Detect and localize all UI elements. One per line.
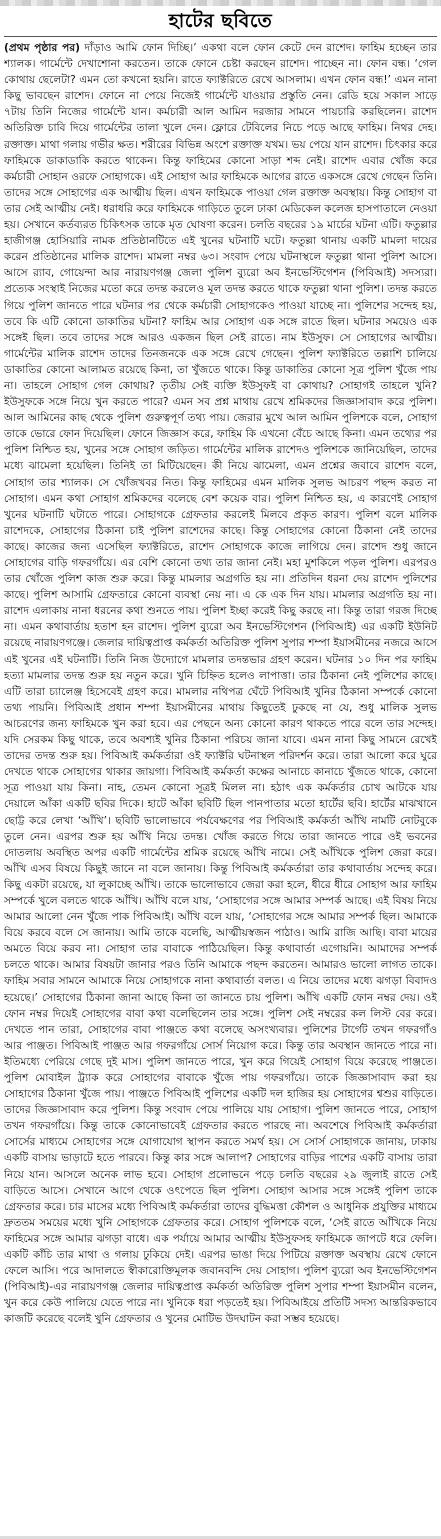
headline-divider (4, 36, 437, 37)
article-body-column (4, 40, 437, 1535)
article-headline: হাটের ছবিতে (168, 10, 273, 32)
article-paragraph (4, 40, 437, 1328)
continued-from-front-page-label: (প্রথম পৃষ্ঠার পর) (4, 42, 80, 54)
article-body-text: দাঁড়াও আমি ফোন দিচ্ছি।’ একথা বলে ফোন কেটে দেন রাশেদ। ফাহিম হচ্ছেন তার শ্যালক। গার্মেন্টে দেখাশোনা করতেন। তাকে ফোনে চেষ্টা করছেন রাশেদ। পাচ্ছেন না। ফোন বন্ধ। ‘গেল কোথায় ছেলেটা? এমন তো কখনো হয়নি। রাতে ফ্যাক্টরিতে রেখে আসলাম। এখন ফোন বন্ধ!’ এমন নানা কিছু ভাবছেন রাশেদ। ফোনে না পেয়ে নিজেই গার্মেন্টে যাওয়ার প্রস্তুতি নেন। রেডি হয়ে সকাল সাড়ে ৭টায় তিনি নিজের গার্মেন্টে যান। কর্মচারী আল আমিন দরজার সামনে পায়চারি করছিলেন। রাশেদ অতিরিক্ত চাবি দিয়ে গার্মেন্টের তালা খুলে দেন। ফ্লোরে টেবিলের নিচে পড়ে আছে ফাহিম। নিথর দেহ। রক্তাক্ত। মাথা গলায় গভীর ক্ষত। শরীরের বিভিন্ন অংশে রক্তাক্ত যখম। ভয় পেয়ে যান রাশেদ। চিৎকার করে ফাহিমকে ডাকাডাকি করতে থাকেন। কিন্তু ফাহিমের কোনো সাড়া শব্দ নেই। রাশেদ এবার খোঁজ করে কর্মচারী সোহান ওরফে সোহাগকে। এই সোহাগ আর ফাহিমকে আগের রাতে একসঙ্গে রেখে গেছেন তিনি। তাদের সঙ্গে সোহাগের এক আত্মীয় ছিল। এখন ফাহিমকে পাওয়া গেল রক্তাক্ত অবস্থায়। কিন্তু সোহাগ বা তার সেই আত্মীয় নেই। ধরাধরি করে ফাহিমকে গাড়িতে তুলে ঢাকা মেডিকেল কলেজ হাসপাতালে নেওয়া হয়। সেখানে কর্তব্যরত চিকিৎসক তাকে মৃত ঘোষণা করেন। চলতি বছরের ১৯ মার্চের ঘটনা এটি। ফতুল্লার হাজীগঞ্জ হোসিয়ারি নামক প্রতিষ্ঠানটিতে এই খুনের ঘটনাটি ঘটে। ফতুল্লা থানায় একটি মামলা দায়ের করেন প্রতিষ্ঠানের মালিক রাশেদ। মামলা নম্বর ৬৩। সংবাদ পেয়ে ঘটনাস্থলে ফতুল্লা থানা পুলিশ আসে। আসে র‌্যাব, গোয়েন্দা আর নারায়ণগঞ্জ জেলা পুলিশ ব্যুরো অব ইনভেস্টিগেশন (পিবিআই) সদস্যরা। প্রত্যেক সংস্থাই নিজের মতো করে তদন্ত করলেও মূল তদন্ত করতে থাকে ফতুল্লা থানা পুলিশ। তদন্ত করতে গিয়ে পুলিশ জানতে পারে ঘটনার পর থেকে কর্মচারী সোহাগকেও পাওয়া যাচ্ছে না। পুলিশের সন্দেহ হয়, তবে কি এটি কোনো ডাকাতির ঘটনা? ফাহিম আর সোহাগ এক সঙ্গে রাতে ছিল। ঘটনার সময়েও এক সঙ্গেই ছিল। তবে তাদের সঙ্গে আরও একজন ছিল সেই রাতে। নাম ইউসুফ। সে সোহাগের আত্মীয়। গার্মেন্টের মালিক রাশেদ তাদের তিনজনকে এক সঙ্গে রেখে গেছেন। পুলিশ ফ্যাক্টরিতে তল্লাশি চালিয়ে ডাকাতির কোনো আলামত রয়েছে কিনা, তা খুঁজতে থাকে। কিন্তু ডাকাতির কোনো সূত্র পুলিশ খুঁজে পায় না। তাহলে সোহাগ গেল কোথায়? তৃতীয় সেই ব্যক্তি ইউসুফই বা কোথায়? সোহাগই তাহলে খুনি? ইউসুফকে সঙ্গে নিয়ে খুন করতে পারে? এমন সব প্রশ্ন মাথায় রেখে শ্রমিকদের জিজ্ঞাসাবাদ করে পুলিশ। আল আমিনের কাছ থেকে পুলিশ গুরুত্বপূর্ণ তথ্য পায়। জেরার মুখে আল আমিন পুলিশকে বলে, সোহাগ তাকে ভোরে ফোন দিয়েছিল। ফোনে জিজ্ঞাস করে, ফাহিম কি এখনো বেঁচে আছে কিনা। এমন তথ্যের পর পুলিশ নিশ্চিত হয়, খুনের সঙ্গে সোহাগ জড়িত। গার্মেন্টের মালিক রাশেদও পুলিশকে জানিয়েছিল, তাদের মধ্যে ঝামেলা হয়েছিল। তিনিই তা মিটিয়েছেন। কী নিয়ে ঝামেলা, এমন প্রশ্নের জবাবে রাশেদ বলে, সোহাগ তার শ্যালক। সে খোঁজখবর নিত। কিন্তু ফাহিমের এমন মালিক সুলভ আচরণ পছন্দ করত না সোহাগ। এমন কথা সোহাগ শ্রমিকদের বলেছে বেশ কয়েক বার। পুলিশ নিশ্চিত হয়, এ কারণেই সোহাগ খুনের ঘটনাটি ঘটাতে পারে। সোহাগকে গ্রেফতার করলেই মিলবে প্রকৃত কারণ। পুলিশ বলে মালিক রাশেদকে, সোহাগের ঠিকানা চাই পুলিশ রাশেদের কাছে। কিন্তু সোহাগের কোনো ঠিকানা নেই তাদের কাছে। কাজের জন্য এসেছিল ফ্যাক্টরিতে, রাশেদ সোহাগকে কাজে লাগিয়ে দেন। রাশেদ শুধু জানে সোহাগের বাড়ি গফরগাঁয়ে। এর বেশি কোনো তথ্য তার জানা নেই। মহা মুশকিলে পড়ল পুলিশ। এরপরও তার খোঁজে পুলিশ কাজ শুরু করে। কিন্তু মামলার অগ্রগতি হয় না। প্রতিদিন ধরনা দেয় রাশেদ পুলিশের কাছে। পুলিশ আসামি গ্রেফতারে কোনো ব্যবস্থা নেয় না। এ কে এক দিন যায়। মামলার অগ্রগতি হয় না। রাশেদ এলাকায় নানা ধরনের কথা শুনতে পায়। পুলিশ ইচ্ছা করেই কিছু করছে না। কিন্তু তারা গরজ দিচ্ছে না। এমন কথাবার্তায় হতাশ হন রাশেদ। পুলিশ ব্যুরো অব ইনভেস্টিগেশন (পিবিআই) এর একটি ইউনিট রয়েছে নারায়ণগঞ্জে। জেলার দায়িত্বপ্রাপ্ত কর্মকর্তা অতিরিক্ত পুলিশ সুপার শম্পা ইয়াসমীনের নজরে আসে এই খুনের এই ঘটনাটি। তিনি নিজ উদ্যোগে মামলার তদন্তভার গ্রহণ করেন। ঘটনার ১০ দিন পর ফাহিম হত্যা মামলার তদন্ত শুরু হয় নতুন করে। খুনি চিহ্নিত হলেও লাপাত্তা। তার ঠিকানা নেই পুলিশের কাছে। এটি তারা চ্যালেঞ্জ হিসেবেই গ্রহণ করে। মামলার নথিপত্র ঘেঁটে পিবিআই খুনির ঠিকানা সম্পর্কে কোনো তথ্য পায়নি। পিবিআই প্রধান শম্পা ইয়াসমীনের মাথায় কিছুতেই ঢুকছে না যে, শুধু মালিক সুলভ আচরণের জন্য ফাহিমকে খুন করা হবে। এর পেছনে অন্য কোনো কারণ থাকতে পারে বলে তার সন্দেহ। যদি সেরকম কিছু থাকে, তবে অবশ্যই খুনির ঠিকানা পরিচয় জানা যাবে। এমন নানা কিছু সামনে রেখেই তাদের তদন্ত শুরু হয়। পিবিআই কর্মকর্তারা ওই ফ্যাক্টরি ঘটনাস্থল পরিদর্শন করে। তারা আলো করে ঘুরে দেখতে থাকে সোহাগের থাকার জায়গা। পিবিআই কর্মকর্তা কক্ষের আনাচে কানাচে খুঁজতে থাকে, কোনো সূত্র পাওয়া যায় কিনা। নাহ, তেমন কোনো সূত্রই মিলল না। হঠাৎ এক কর্মকর্তার চোখ আটকে যায় দেয়ালে আঁকা একটি ছবির দিকে। হাটে আঁকা ছবিটি ছিল পানপাতার মতো হার্টের ছবি। হার্টের মাঝখানে ছোট্ট করে লেখা ‘আঁখি’। ছবিটি ভালোভাবে পর্যবেক্ষণের পর পিবিআই কর্মকর্তা আঁখি নামটি নোটবুকে তুলে নেন। এরপর শুরু হয় আঁখি নিয়ে তদন্ত। খোঁজ করতে গিয়ে তারা জানতে পারে ওই ভবনের দোতলায় অবস্থিত অপর একটি গার্মেন্টের শ্রমিক রয়েছে আঁখি নামে। সেই আঁখিকে পুলিশ জেরা করে। আঁখি এসব বিষয়ে কিছুই জানে না বলে জানায়। কিন্তু পিবিআই কর্মকর্তারা তার কথাবার্তায় সন্দেহ করে। কিছু একটা রয়েছে, যা লুকাচ্ছে আঁখি। তাকে ভালোভাবে জেরা করা হলে, ধীরে ধীরে সোহাগ আর ফাহিম সম্পর্কে খুলে বলতে থাকে আঁখি। আঁখি বলে যায়, ‘সোহাগের সঙ্গে আমার সম্পর্ক আছে। এই বিষয় নিয়ে আমার আলো নেন খুঁজে পাক পিবিআই। আঁখি বলে যায়, ‘সোহাগের সঙ্গে আমার সম্পর্ক ছিল। আমাকে বিয়ে করবে বলে সে জানায়। আমি তাকে বলেছি, আত্মীয়স্বজন পাঠাও। আমি রাজি আছি। বাবা মায়ের অমতে বিয়ে করব না। সোহাগ তার বাবাকে পাঠিয়েছিল। কিন্তু কথাবার্তা এগোয়নি। আমাদের সম্পর্ক চলতে থাকে। আমার বিষয়টা জানার পরও তিনি আমাকে পছন্দ করতেন। আমারও ভালো লাগত তাকে। ফাহিম সবার সামনে আমাকে নিয়ে সোহাগকে নানা কথাবার্তা বলত। এ নিয়ে তাদের মধ্যে ঝগড়া বিবাদও হয়েছে।’ সোহাগের ঠিকানা জানা আছে কিনা তা জানতে চায় পুলিশ। আঁখি একটি ফোন নম্বর দেয়। ওই ফোন নম্বর দিয়েই সোহাগের বাবা কথা বলেছিলেন তার সঙ্গে। পুলিশ সেই নম্বরের কল লিস্ট বের করে। দেখতে পান তারা, সোহাগের বাবা পাঞ্জতে কথা বলেছে অসংখ্যবার। পুলিশের টার্গেট তখন গফরগাঁও আর পাঞ্জত। পিবিআই পাঞ্জত আর গফরগাঁয়ে সোর্স নিয়োগ করে। কিন্তু তার অবস্থান জানতে পারে না। ইতিমধ্যে পেরিয়ে গেছে দুই মাস। পুলিশ জানতে পারে, খুন করে গিয়েই সোহাগ বিয়ে করেছে পাঞ্জতে। পুলিশ মোবাইল ট্র্যাক করে সোহাগের বাবাকে খুঁজে পায় গফরগাঁয়ে। তাকে জিজ্ঞাসাবাদ করা হয় সোহাগের ঠিকানা খুঁজে পায়। পাঞ্জতে পিবিআই পুলিশের একটি দল হাজির হয় সোহাগের শ্বশুর বাড়িতে। তাদের জিজ্ঞাসাবাদ করে পুলিশ। কিন্তু সংবাদ পেয়ে পালিয়ে যায় সোহাগ। পুলিশ জানতে পারে, সোহাগ তখন গফরগাঁয়ে। কিন্তু তাকে কোনোভাবেই গ্রেফতার করতে পারছে না। অবশেষে পিবিআই কর্মকর্তারা সোর্সের মাধ্যমে সোহাগের সঙ্গে যোগাযোগ স্থাপন করতে সমর্থ হয়। সে সোর্স সোহাগকে জানায়, ঢাকায় একটি বাসায় ভাড়াটে হতে পারবে। কিন্তু কার সঙ্গে আলাপ? সোহাগের বাড়ির পাশের একটি বাসায় তারা নিয়ে যান। আসলে অনেক লাভ হবে। সোহাগ প্রলোভনে পড়ে চলতি বছরের ২৯ জুলাই রাতে সেই বাড়িতে আসে। সেখানে আগে থেকে ওৎপেতে ছিল পুলিশ। সোহাগ আসার সঙ্গে সঙ্গেই পুলিশ তাকে গ্রেফতার করে। চার মাসের মধ্যে পিবিআই কর্মকর্তারা তাদের বুদ্ধিমত্তা কৌশল ও আধুনিক প্রযুক্তির মাধ্যমে দ্রুততম সময়ের মধ্যে খুনি সোহাগকে গ্রেফতার করে। সোহাগ পুলিশকে বলে, ‘সেই রাতে আঁখিকে নিয়ে ফাহিমের সঙ্গে আমার ঝগড়া বাধে। এক পর্যায়ে আমার আত্মীয় ইউসুফসহ ফাহিমকে জাপটে ধরে ফেলি। একটি কাঁচি তার মাথা ও গলায় ঢুকিয়ে দেই। এরপর ভাঙা দিয়ে পিটিয়ে রক্তাক্ত অবস্থায় রেখে ফোনে ফেলে আসি। পরে আদালতে স্বীকারোক্তিমূলক জবানবন্দি দেয় সোহাগ। পুলিশ ব্যুরো অব ইনভেস্টিগেশন (পিবিআই)-এর নারায়ণগঞ্জ জেলার দায়িত্বপ্রাপ্ত কর্মকর্তা অতিরিক্ত পুলিশ সুপার শম্পা ইয়াসমীন বলেন, খুন করে কেউ পালিয়ে যেতে পারে না। খুনিকে ধরা পড়তেই হয়। পিবিআইয়ে প্রতিটি সদস্য আন্তরিকভাবে কাজটি করেছে বলেই খুনি গ্রেফতার ও খুনের মোটিভ উদঘাটন করা সম্ভব হয়েছে। (4, 42, 437, 1326)
torn-top-edge (0, 0, 441, 6)
